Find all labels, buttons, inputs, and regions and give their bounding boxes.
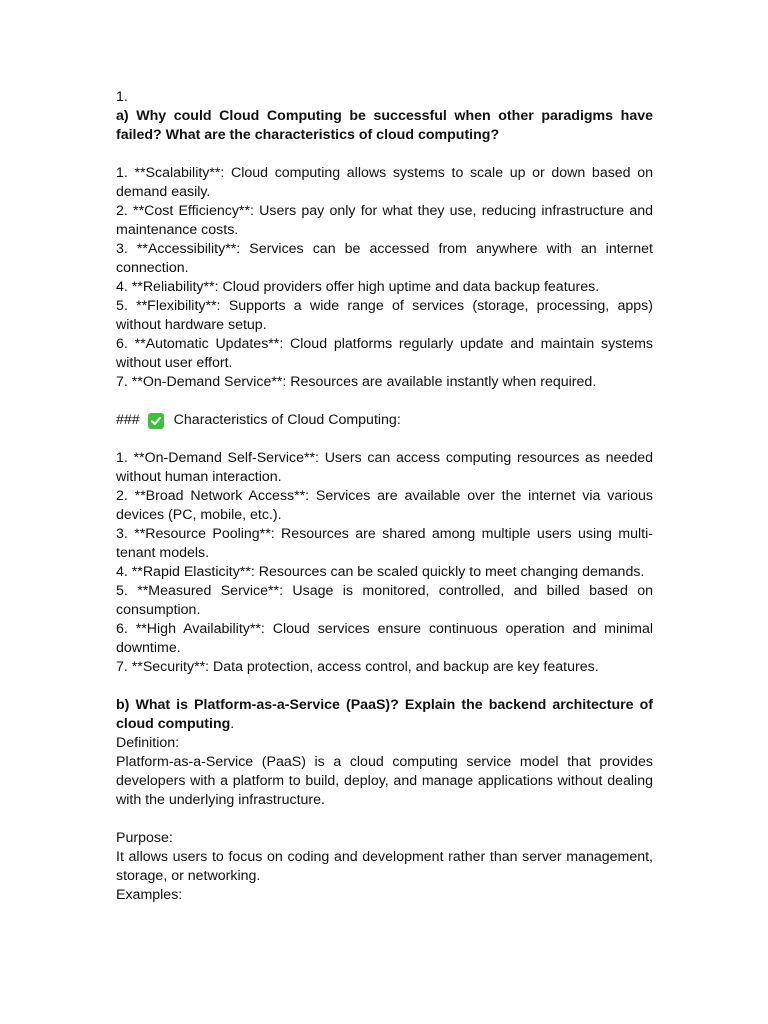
spacer — [116, 677, 653, 696]
reason-item: 2. **Cost Efficiency**: Users pay only for what they use, reducing infrastructure and maintenance costs. — [116, 203, 653, 238]
characteristic-item: 2. **Broad Network Access**: Services are available over the internet via various devices (PC, mobile, etc.). — [116, 488, 653, 523]
examples-label: Examples: — [116, 887, 183, 903]
part-b-body — [116, 734, 653, 905]
characteristic-item: 7. **Security**: Data protection, access control, and backup are key features. — [116, 659, 599, 675]
characteristics-heading-text: Characteristics of Cloud Computing: — [173, 412, 401, 428]
reason-item: 5. **Flexibility**: Supports a wide range of services (storage, processing, apps) without hardware setup. — [116, 298, 653, 333]
reason-item: 4. **Reliability**: Cloud providers offer high uptime and data backup features. — [116, 279, 600, 295]
characteristic-item: 4. **Rapid Elasticity**: Resources can be scaled quickly to meet changing demands. — [116, 564, 645, 580]
spacer — [116, 392, 653, 411]
part-b-title: b) What is Platform-as-a-Service (PaaS)? Explain the backend architecture of cloud computing — [116, 697, 653, 732]
definition-text: Platform-as-a-Service (PaaS) is a cloud computing service model that provides developers with a platform to build, deploy, and manage applications without dealing with the underlying infrastructure. — [116, 754, 653, 808]
characteristic-item: 5. **Measured Service**: Usage is monitored, controlled, and billed based on consumption. — [116, 583, 653, 618]
characteristic-item: 3. **Resource Pooling**: Resources are shared among multiple users using multi-tenant models. — [116, 526, 653, 561]
characteristics-heading — [116, 411, 653, 430]
document-page — [116, 88, 653, 905]
part-b-title-suffix: . — [230, 716, 235, 732]
reason-item: 7. **On-Demand Service**: Resources are available instantly when required. — [116, 374, 597, 390]
characteristics-list — [116, 449, 653, 677]
part-a-title: a) Why could Cloud Computing be successful when other paradigms have failed? What are the characteristics of cloud computing? — [116, 108, 653, 143]
characteristic-item: 1. **On-Demand Self-Service**: Users can access computing resources as needed without human interaction. — [116, 450, 653, 485]
purpose-text: It allows users to focus on coding and development rather than server management, storage, or networking. — [116, 849, 653, 884]
reasons-list — [116, 164, 653, 392]
check-mark-icon — [148, 413, 164, 429]
reason-item: 3. **Accessibility**: Services can be accessed from anywhere with an internet connection. — [116, 241, 653, 276]
reason-item: 1. **Scalability**: Cloud computing allows systems to scale up or down based on demand easily. — [116, 165, 653, 200]
reason-item: 6. **Automatic Updates**: Cloud platforms regularly update and maintain systems without user effort. — [116, 336, 653, 371]
spacer — [116, 810, 653, 829]
part-b-title-line — [116, 696, 653, 734]
purpose-label: Purpose: — [116, 830, 173, 846]
spacer — [116, 430, 653, 449]
markdown-heading-prefix: ### — [116, 412, 140, 428]
spacer — [116, 145, 653, 164]
characteristic-item: 6. **High Availability**: Cloud services ensure continuous operation and minimal downtime. — [116, 621, 653, 656]
question-number: 1. — [116, 89, 128, 105]
definition-label: Definition: — [116, 735, 180, 751]
